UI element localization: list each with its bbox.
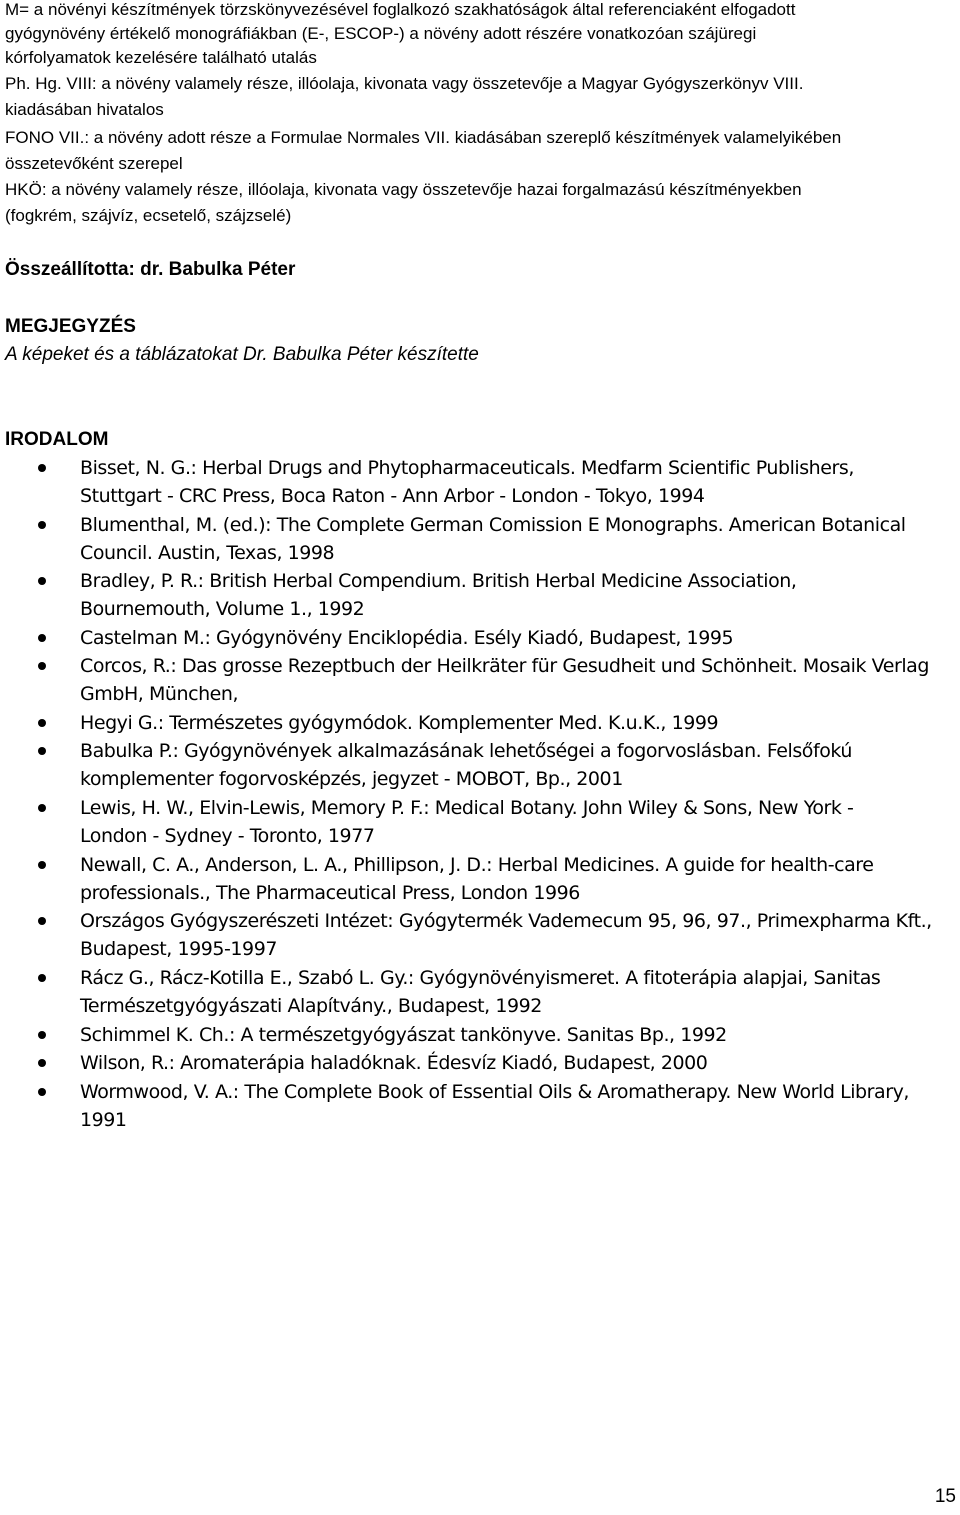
reference-2-line-2: Council. Austin, Texas, 1998 xyxy=(80,542,335,564)
abbrev-phhg-line-1: Ph. Hg. VIII: a növény valamely része, illóolaja, kivonata vagy összetevője a Magyar Gyógyszerkönyv VIII. xyxy=(5,74,804,93)
reference-1-line-2: Stuttgart - CRC Press, Boca Raton - Ann Arbor - London - Tokyo, 1994 xyxy=(80,485,705,507)
reference-bullet xyxy=(38,917,46,925)
reference-2-line-1: Blumenthal, M. (ed.): The Complete German Comission E Monographs. American Botanical xyxy=(80,514,906,536)
reference-bullet xyxy=(38,577,46,585)
reference-bullet xyxy=(38,1059,46,1067)
reference-5-line-1: Corcos, R.: Das grosse Rezeptbuch der Heilkräter für Gesudheit und Schönheit. Mosaik Verlag xyxy=(80,655,929,677)
reference-10-line-2: Budapest, 1995-1997 xyxy=(80,938,277,960)
reference-3-line-2: Bournemouth, Volume 1., 1992 xyxy=(80,598,365,620)
reference-8-line-1: Lewis, H. W., Elvin-Lewis, Memory P. F.: Medical Botany. John Wiley & Sons, New York - xyxy=(80,797,854,819)
reference-bullet xyxy=(38,662,46,670)
reference-11-line-1: Rácz G., Rácz-Kotilla E., Szabó L. Gy.: Gyógynövényismeret. A fitoterápia alapjai, Sanitas xyxy=(80,967,881,989)
reference-bullet xyxy=(38,861,46,869)
reference-7-line-1: Babulka P.: Gyógynövények alkalmazásának lehetőségei a fogorvoslásban. Felsőfokú xyxy=(80,740,852,762)
reference-14-line-2: 1991 xyxy=(80,1109,127,1131)
reference-bullet xyxy=(38,974,46,982)
reference-14-line-1: Wormwood, V. A.: The Complete Book of Essential Oils & Aromatherapy. New World Library, xyxy=(80,1081,909,1103)
reference-bullet xyxy=(38,804,46,812)
reference-bullet xyxy=(38,747,46,755)
reference-8-line-2: London - Sydney - Toronto, 1977 xyxy=(80,825,375,847)
note-text: A képeket és a táblázatokat Dr. Babulka Péter készítette xyxy=(5,344,479,365)
reference-bullet xyxy=(38,1031,46,1039)
reference-9-line-2: professionals., The Pharmaceutical Press, London 1996 xyxy=(80,882,580,904)
abbrev-hko-line-1: HKÖ: a növény valamely része, illóolaja, kivonata vagy összetevője hazai forgalmazású készítményekben xyxy=(5,180,802,199)
reference-3-line-1: Bradley, P. R.: British Herbal Compendium. British Herbal Medicine Association, xyxy=(80,570,797,592)
reference-4-line-1: Castelman M.: Gyógynövény Enciklopédia. Esély Kiadó, Budapest, 1995 xyxy=(80,627,734,649)
reference-bullet xyxy=(38,634,46,642)
page-number: 15 xyxy=(934,1486,956,1507)
reference-13-line-1: Wilson, R.: Aromaterápia haladóknak. Édesvíz Kiadó, Budapest, 2000 xyxy=(80,1052,708,1074)
references-heading: IRODALOM xyxy=(5,429,109,450)
abbrev-fono-line-2: összetevőként szerepel xyxy=(5,154,183,173)
abbrev-m-line-1: M= a növényi készítmények törzskönyvezésével foglalkozó szakhatóságok által referenciaként elfogadott xyxy=(5,0,796,19)
reference-11-line-2: Természetgyógyászati Alapítvány., Budapest, 1992 xyxy=(80,995,542,1017)
note-heading: MEGJEGYZÉS xyxy=(5,316,136,337)
reference-7-line-2: komplementer fogorvosképzés, jegyzet - MOBOT, Bp., 2001 xyxy=(80,768,623,790)
compiled-by: Összeállította: dr. Babulka Péter xyxy=(5,259,296,280)
reference-12-line-1: Schimmel K. Ch.: A természetgyógyászat tankönyve. Sanitas Bp., 1992 xyxy=(80,1024,727,1046)
abbrev-m-line-2: gyógynövény értékelő monográfiákban (E-, ESCOP-) a növény adott részére vonatkozóan szájüregi xyxy=(5,24,757,43)
reference-bullet xyxy=(38,719,46,727)
reference-bullet xyxy=(38,1088,46,1096)
reference-9-line-1: Newall, C. A., Anderson, L. A., Phillipson, J. D.: Herbal Medicines. A guide for health-care xyxy=(80,854,874,876)
reference-bullet xyxy=(38,464,46,472)
reference-bullet xyxy=(38,521,46,529)
abbrev-hko-line-2: (fogkrém, szájvíz, ecsetelő, szájzselé) xyxy=(5,206,292,225)
reference-5-line-2: GmbH, München, xyxy=(80,683,239,705)
reference-10-line-1: Országos Gyógyszerészeti Intézet: Gyógytermék Vademecum 95, 96, 97., Primexpharma Kft., xyxy=(80,910,932,932)
abbrev-phhg-line-2: kiadásában hivatalos xyxy=(5,100,164,119)
reference-6-line-1: Hegyi G.: Természetes gyógymódok. Komplementer Med. K.u.K., 1999 xyxy=(80,712,719,734)
abbrev-fono-line-1: FONO VII.: a növény adott része a Formulae Normales VII. kiadásában szereplő készítmények valamelyikében xyxy=(5,128,842,147)
reference-1-line-1: Bisset, N. G.: Herbal Drugs and Phytopharmaceuticals. Medfarm Scientific Publishers, xyxy=(80,457,854,479)
abbrev-m-line-3: kórfolyamatok kezelésére található utalás xyxy=(5,48,317,67)
